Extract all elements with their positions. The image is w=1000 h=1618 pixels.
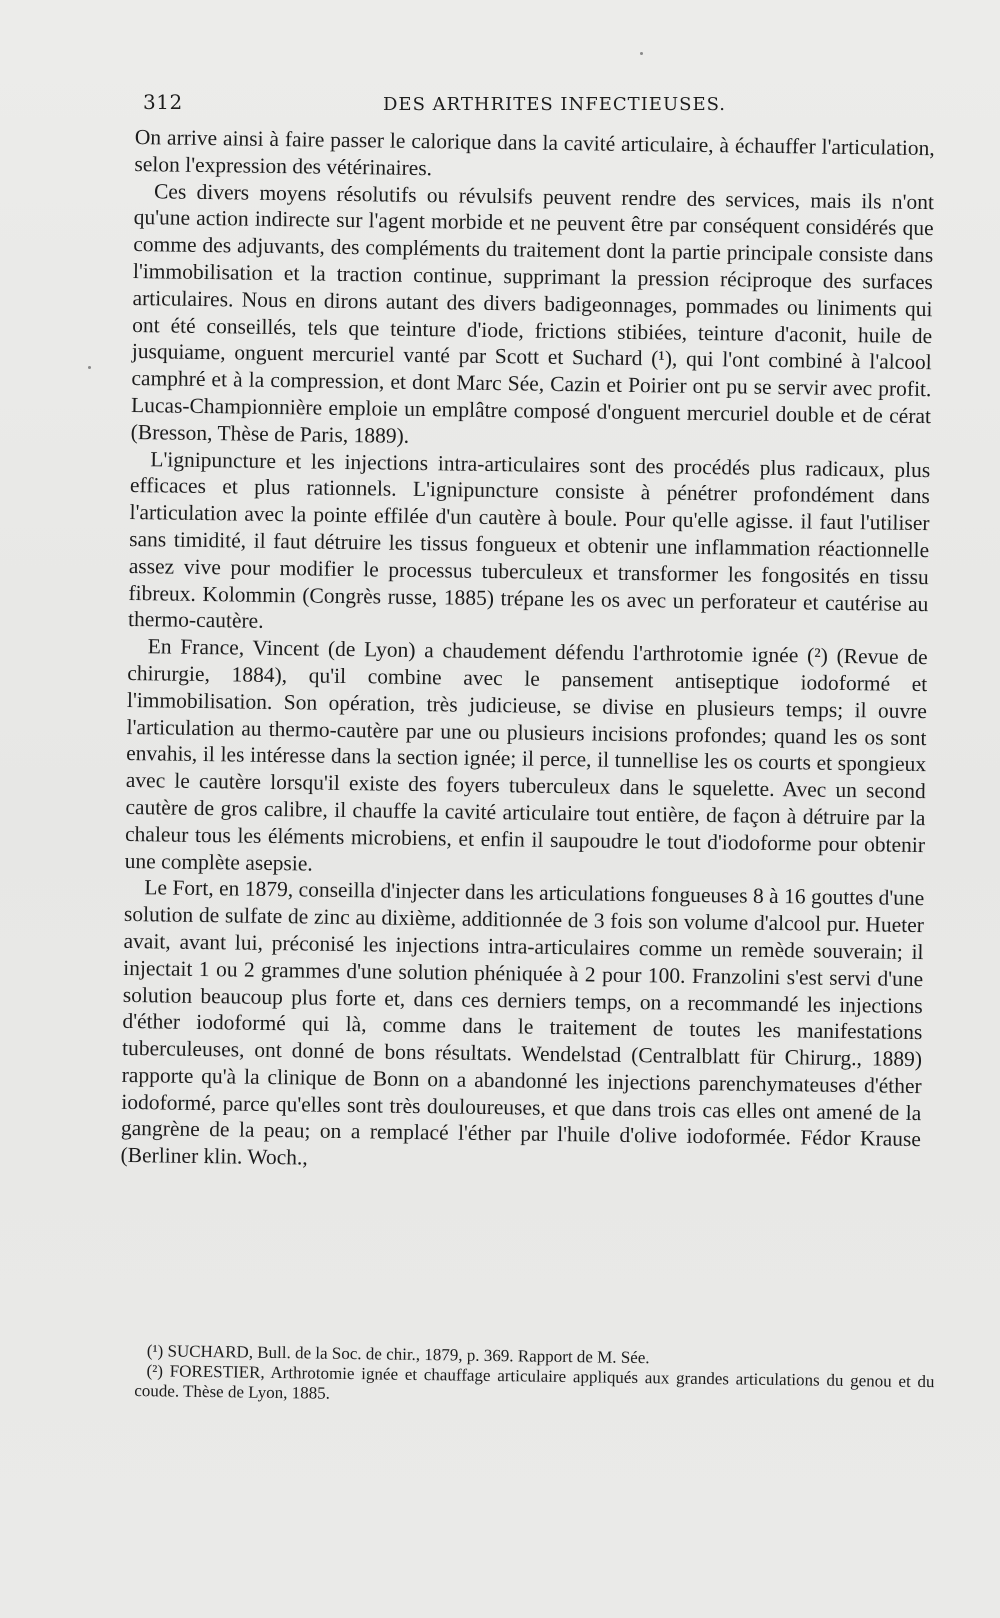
page-number: 312 (143, 90, 183, 114)
paragraph: L'ignipuncture et les injections intra-articulaires sont des procédés plus radicaux, plus efficaces et plus rationnels. L'ignipuncture consiste à pénétrer profondément dans l'articulation avec la pointe effilée d'un cautère à boule. Pour qu'elle agisse. il faut l'utiliser sans timidité, il faut détruire les tissus fongueux et obtenir une inflammation réactionnelle assez vive pour modifier le processus tuberculeux et transformer les fongosités en tissu fibreux. Kolommin (Congrès russe, 1885) trépane les os avec un perforateur et cautérise au thermo-cautère. (127, 446, 931, 634)
body-text (120, 124, 935, 1180)
footnotes (134, 1341, 935, 1412)
print-speck (640, 52, 643, 55)
running-head: DES ARTHRITES INFECTIEUSES. (383, 94, 726, 115)
paragraph: On arrive ainsi à faire passer le calorique dans la cavité articulaire, à échauffer l'articulation, selon l'expression des vétérinaires. (134, 124, 935, 180)
paragraph: Le Fort, en 1879, conseilla d'injecter dans les articulations fongueuses 8 à 16 gouttes d'une solution de sulfate de zinc au dixième, additionnée de 3 fois son volume d'alcool pur. Hueter avait, avant lui, préconisé les injections intra-articulaires comme un remède souverain; il injectait 1 ou 2 grammes d'une solution phéniquée à 2 pour 100. Franzolini s'est servi d'une solution beaucoup plus forte et, dans ces derniers temps, on a recommandé les injections d'éther iodoformé qui là, comme dans le traitement de toutes les manifestations tuberculeuses, ont donné de bons résultats. Wendelstad (Centralblatt für Chirurg., 1889) rapporte qu'à la clinique de Bonn on a abandonné les injections parenchymateuses d'éther iodoformé, parce qu'elles sont très douloureuses, et que dans trois cas elles ont amené de la gangrène de la peau; on a remplacé l'éther par l'huile d'olive iodoformée. Fédor Krause (Berliner klin. Woch., (120, 875, 925, 1170)
footnote: (²) FORESTIER, Arthrotomie ignée et chauffage articulaire appliqués aux grandes articulations du genou et du coude. Thèse de Lyon, 1885. (134, 1361, 935, 1403)
print-speck (88, 366, 91, 369)
footnote: (¹) SUCHARD, Bull. de la Soc. de chir., 1879, p. 369. Rapport de M. Sée. (146, 1341, 650, 1368)
page-header (143, 90, 940, 120)
paragraph: Ces divers moyens résolutifs ou révulsifs peuvent rendre des services, mais ils n'ont qu'une action indirecte sur l'agent morbide et ne peuvent être par conséquent considérés que comme des adjuvants, des compléments du traitement dont la partie principale consiste dans l'immobilisation et la traction continue, supprimant la pression réciproque des surfaces articulaires. Nous en dirons autant des divers badigeonnages, pommades ou liniments qui ont été conseillés, tels que teinture d'iode, frictions stibiées, teinture d'aconit, huile de jusquiame, onguent mercuriel vanté par Scott et Suchard (¹), qui l'ont combiné à l'alcool camphré et à la compression, et dont Marc Sée, Cazin et Poirier ont pu se servir avec profit. Lucas-Championnière emploie un emplâtre composé d'onguent mercuriel double et de cérat (Bresson, Thèse de Paris, 1889). (130, 178, 935, 448)
paragraph: En France, Vincent (de Lyon) a chaudement défendu l'arthrotomie ignée (²) (Revue de chirurgie, 1884), qu'il combine avec le pansement antiseptique iodoformé et l'immobilisation. Son opération, très judicieuse, se divise en plusieurs temps; il ouvre l'articulation au thermo-cautère par une ou plusieurs incisions profondes; quand les os sont envahis, il les intéresse dans la section ignée; il perce, il tunnellise les os courts et spongieux avec le cautère lorsqu'il existe des foyers tuberculeux dans le squelette. Avec un second cautère de gros calibre, il chauffe la cavité articulaire tout entière, de façon à détruire par la chaleur tous les éléments microbiens, et enfin il saupoudre le tout d'iodoforme pour obtenir une complète asepsie. (124, 634, 928, 876)
